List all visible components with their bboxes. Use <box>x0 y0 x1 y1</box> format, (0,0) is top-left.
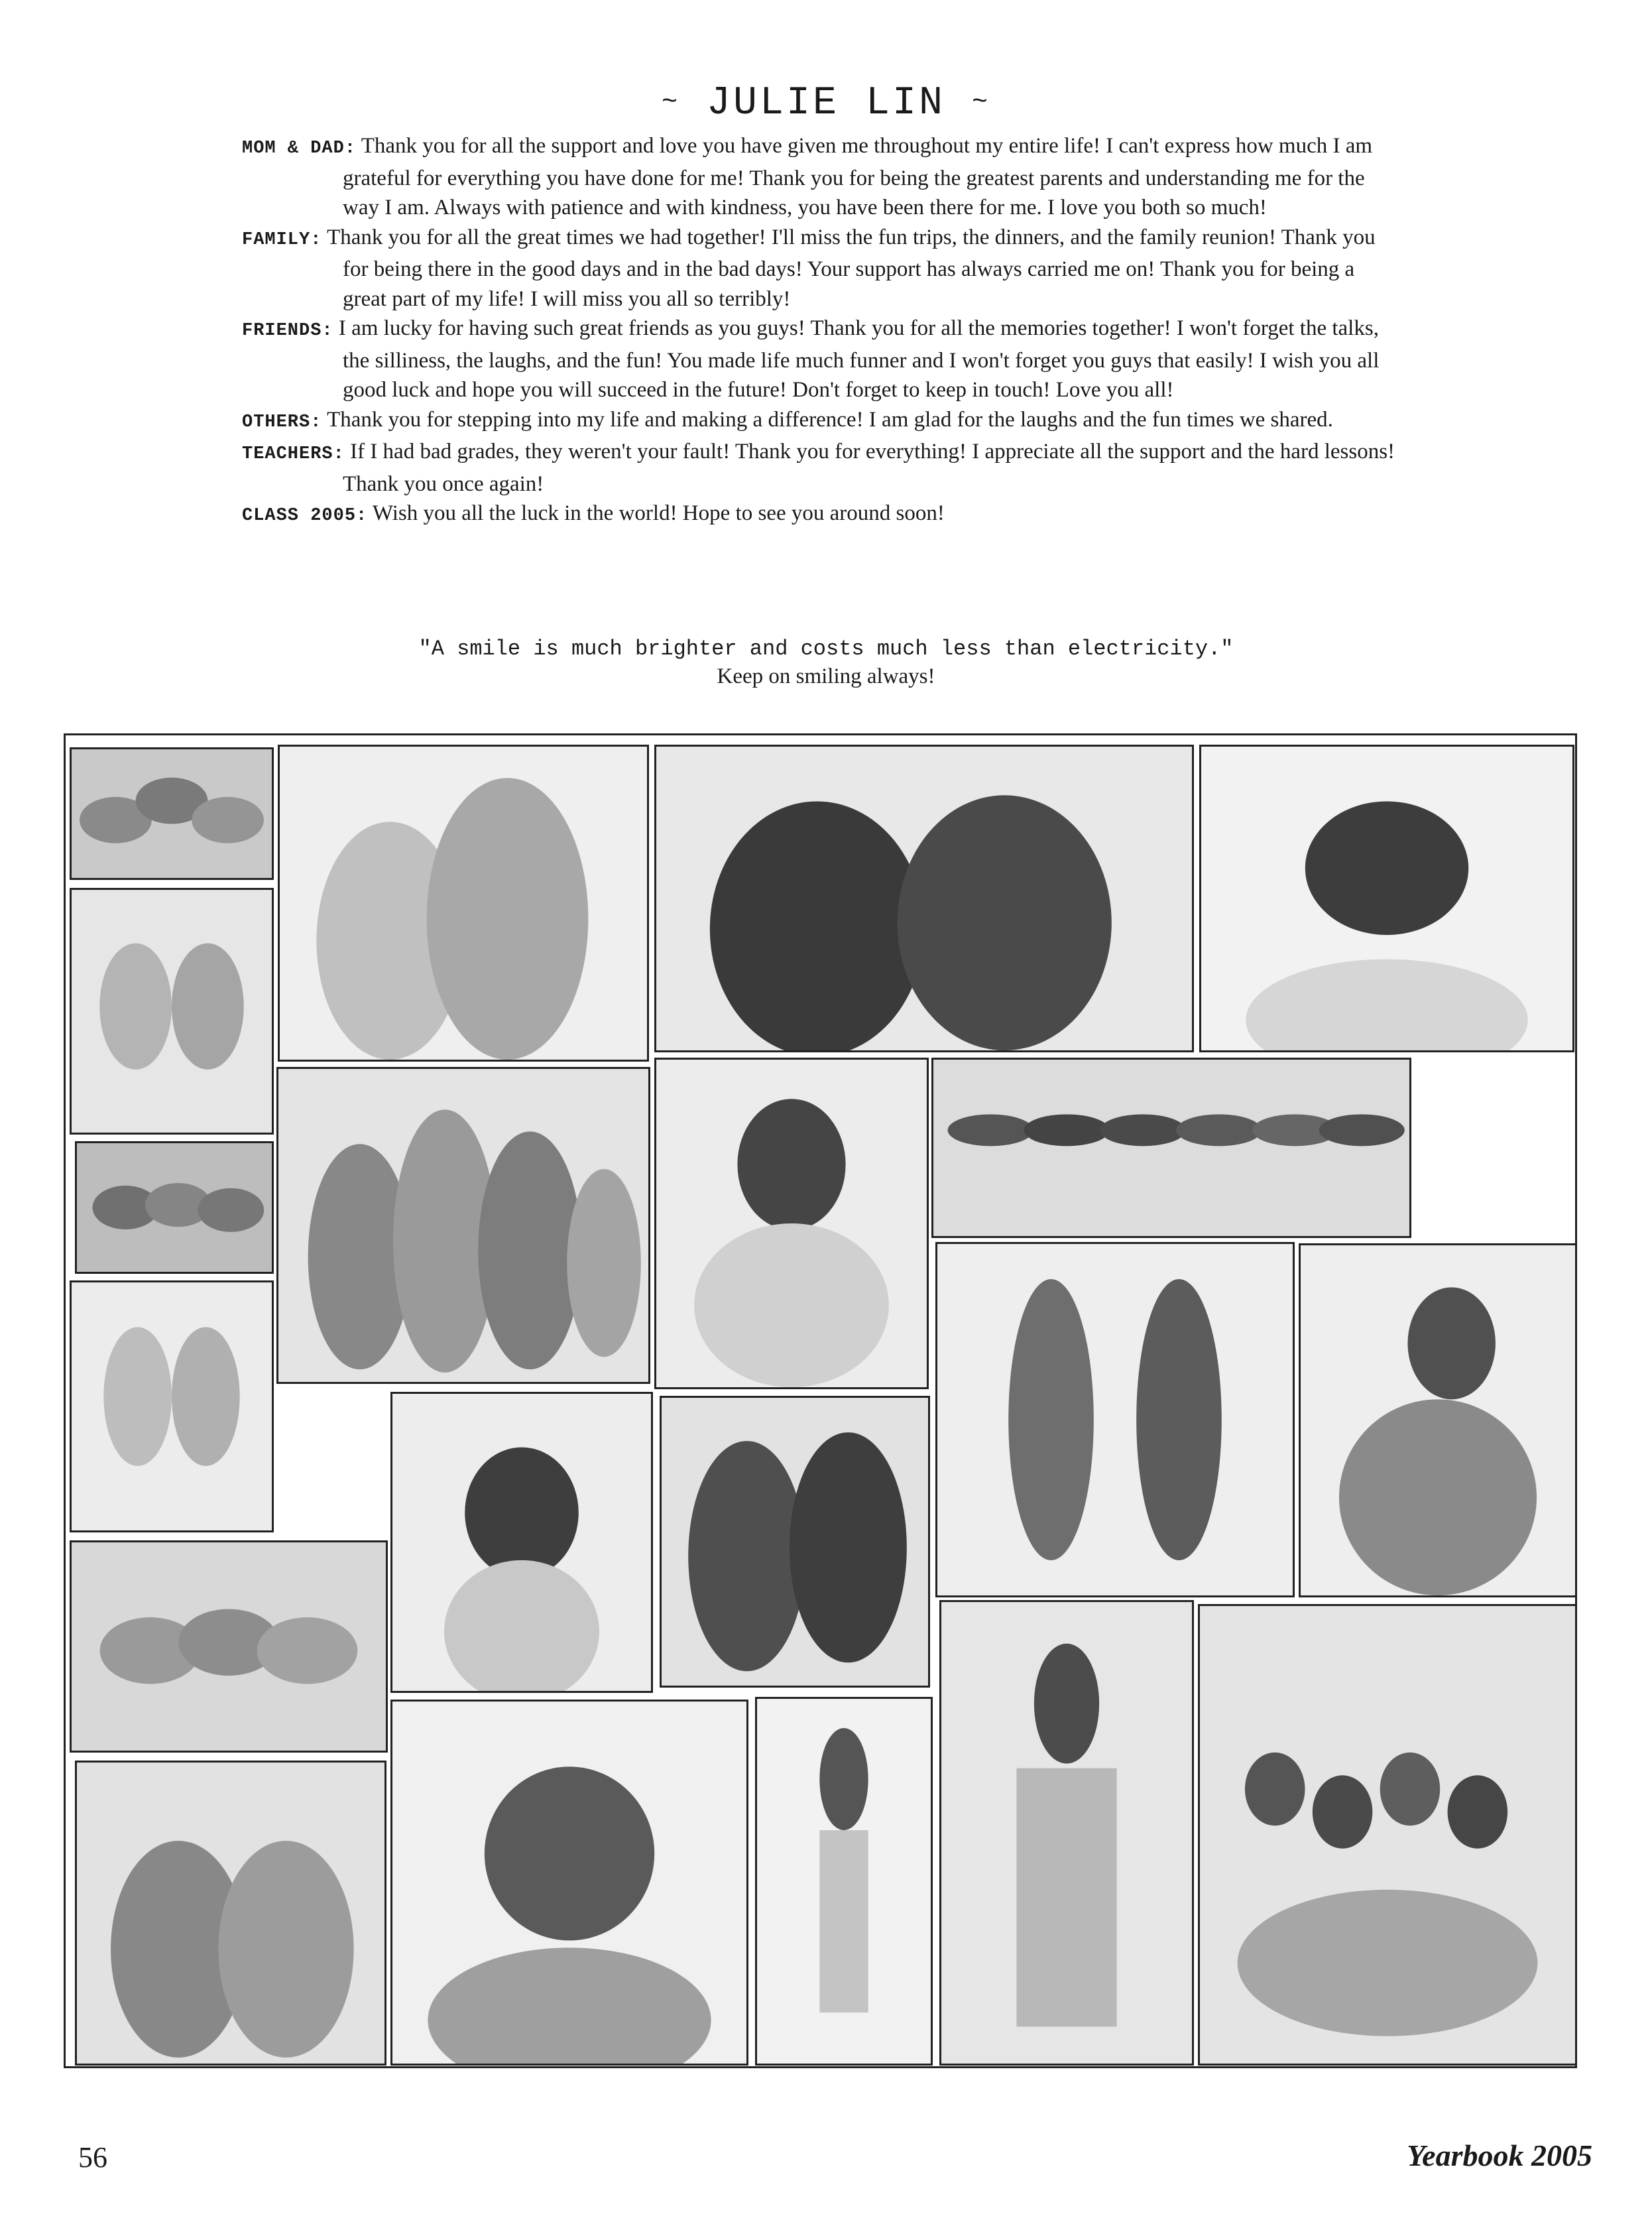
photo-collage <box>64 733 1577 2068</box>
quote: "A smile is much brighter and costs much less than electricity." <box>418 637 1234 661</box>
student-name: JULIE LIN <box>706 81 946 126</box>
photo-boy-with-headphones <box>1199 745 1574 1052</box>
message-label: TEACHERS: <box>242 444 345 464</box>
photo-grandparents <box>75 1761 386 2066</box>
message-mom-dad <box>242 131 1402 223</box>
publication-title: Yearbook 2005 <box>1407 2139 1592 2172</box>
page-title <box>0 81 1652 126</box>
photo-two-girls-portrait <box>654 745 1194 1052</box>
message-label: CLASS 2005: <box>242 506 368 526</box>
title-tilde-right: ~ <box>972 88 991 118</box>
photo-two-girls-jumping <box>935 1242 1295 1597</box>
photo-toddler <box>390 1392 653 1693</box>
photo-little-girl-posing <box>755 1697 933 2066</box>
message-others <box>242 405 1402 438</box>
photo-girl-heart-arms <box>939 1600 1194 2066</box>
photo-two-girls-sticker <box>70 888 274 1135</box>
message-text: If I had bad grades, they weren't your fault! Thank you for everything! I appreciate all the support and the hard lessons! Thank you once again! <box>343 440 1395 496</box>
message-text: Wish you all the luck in the world! Hope to see you around soon! <box>372 501 945 525</box>
message-teachers <box>242 437 1402 499</box>
photo-two-girls-hearts <box>70 1280 274 1532</box>
title-tilde-left: ~ <box>661 88 680 118</box>
quote-subtitle: Keep on smiling always! <box>717 664 935 688</box>
photo-girl-glasses-smiling <box>1299 1243 1577 1597</box>
photo-girls-group-selfie <box>70 747 274 880</box>
photo-six-girls-arms-around <box>931 1058 1411 1238</box>
dedication-messages <box>242 131 1402 531</box>
message-class-2005 <box>242 499 1402 531</box>
message-text: Thank you for all the great times we had together! I'll miss the fun trips, the dinners, and the family reunion! Thank you for being there in the good days and in the bad days! Your support has always carried me on! Thank you for being a great part of my life! I will miss you all so terribly! <box>327 225 1376 311</box>
page-number: 56 <box>78 2141 107 2174</box>
photo-girl-with-man-and-baby <box>278 745 649 1062</box>
photo-girls-sticker-booth <box>75 1141 274 1274</box>
message-friends <box>242 314 1402 405</box>
photo-boys-and-girls-group <box>276 1067 650 1384</box>
message-family <box>242 223 1402 314</box>
message-label: MOM & DAD: <box>242 139 357 158</box>
message-label: OTHERS: <box>242 412 322 432</box>
photo-two-girls-glasses <box>660 1396 930 1688</box>
photo-large-group-girls <box>1198 1604 1577 2066</box>
message-text: I am lucky for having such great friends as you guys! Thank you for all the memories together! I won't forget the talks, the silliness, the laughs, and the fun! You made life much funner and I won't forget you guys that easily! I wish you all good luck and hope you will succeed in the future! Don't forget to keep in touch! Love you all! <box>338 316 1380 402</box>
message-text: Thank you for stepping into my life and making a difference! I am glad for the laughs and the fun times we shared. <box>327 407 1333 432</box>
message-label: FRIENDS: <box>242 321 333 341</box>
photo-girl-hand-on-head <box>390 1700 748 2066</box>
photo-boy-headphones-computer <box>654 1058 929 1389</box>
message-label: FAMILY: <box>242 229 322 250</box>
photo-happy-sticker-group <box>70 1540 388 1753</box>
message-text: Thank you for all the support and love you have given me throughout my entire life! I can't express how much I am grateful for everything you have done for me! Thank you for being the greatest parents and understanding me for the way I am. Always with patience and with kindness, you have been there for me. I love you both so much! <box>343 134 1373 219</box>
